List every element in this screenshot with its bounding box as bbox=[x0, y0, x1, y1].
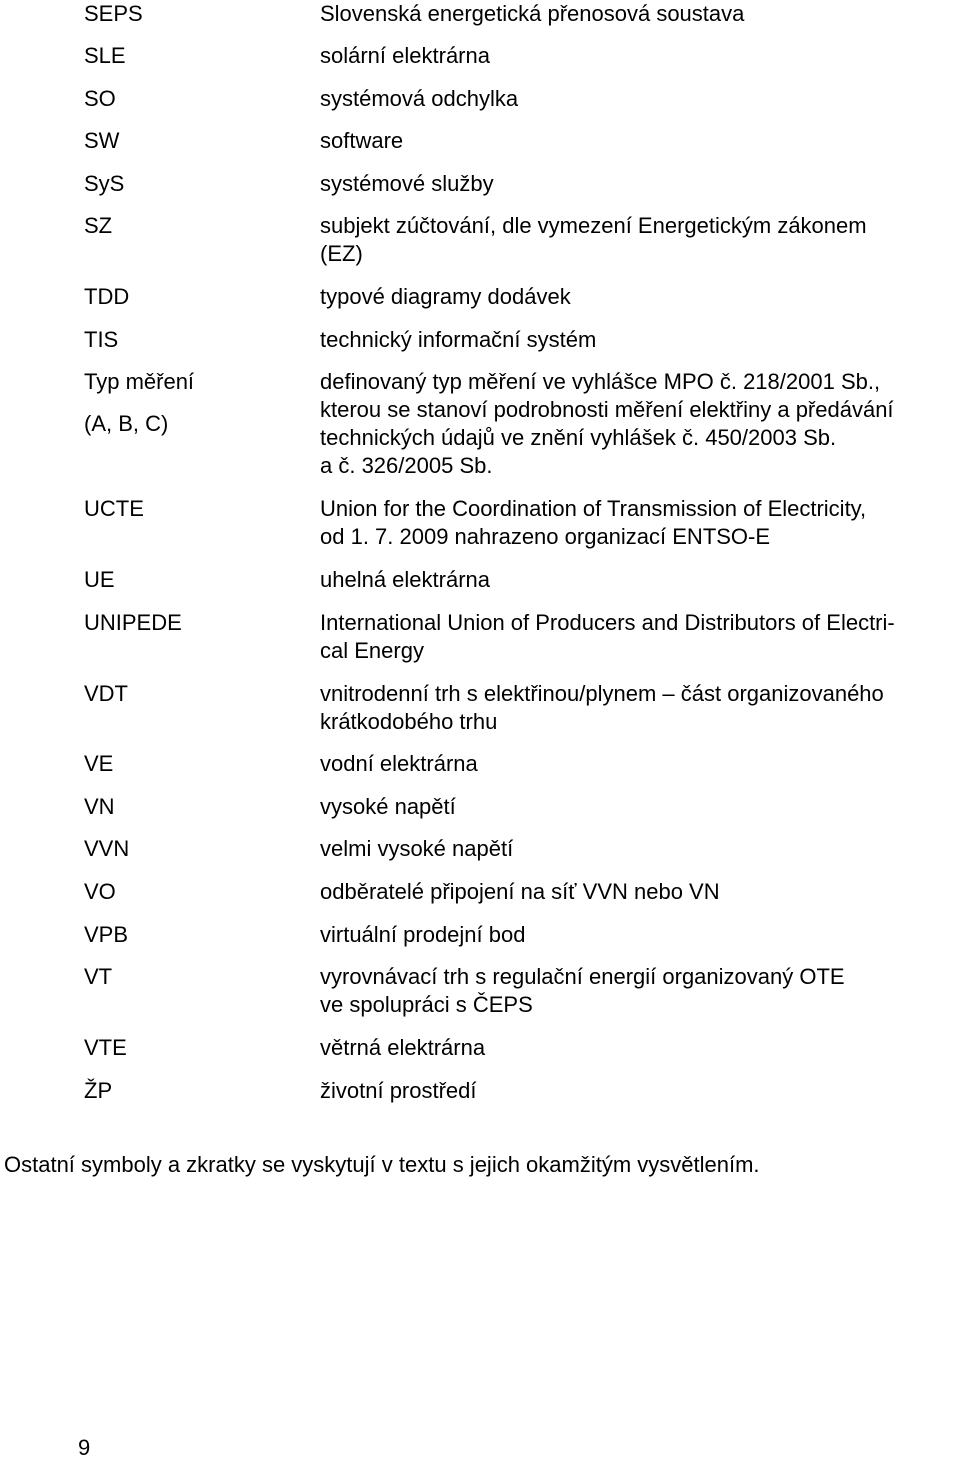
definition bbox=[320, 566, 950, 594]
definition bbox=[320, 495, 950, 551]
definition-line: technických údajů ve znění vyhlášek č. 450/2003 Sb. bbox=[320, 425, 837, 450]
definition bbox=[320, 680, 950, 736]
abbreviation-subtitle: (A, B, C) bbox=[84, 411, 169, 436]
definition-line: vysoké napětí bbox=[320, 794, 456, 819]
definition-line: technický informační systém bbox=[320, 327, 597, 352]
definition-line: od 1. 7. 2009 nahrazeno organizací ENTSO-E bbox=[320, 524, 771, 549]
definition-line: a č. 326/2005 Sb. bbox=[320, 453, 493, 478]
definition bbox=[320, 609, 950, 665]
abbreviation: TIS bbox=[84, 327, 119, 352]
definition-line: odběratelé připojení na síť VVN nebo VN bbox=[320, 879, 720, 904]
abbreviation: VT bbox=[84, 964, 113, 989]
definition-line: virtuální prodejní bod bbox=[320, 922, 526, 947]
definition bbox=[320, 878, 950, 906]
abbreviation: SEPS bbox=[84, 1, 143, 26]
definition bbox=[320, 170, 950, 198]
definition-line: International Union of Producers and Distributors of Electri- bbox=[320, 610, 895, 635]
definition-line: software bbox=[320, 128, 404, 153]
definition bbox=[320, 283, 950, 311]
definition bbox=[320, 921, 950, 949]
page-number: 9 bbox=[78, 1435, 91, 1460]
definition bbox=[320, 85, 950, 113]
abbreviation: SW bbox=[84, 128, 120, 153]
definition-line: solární elektrárna bbox=[320, 43, 490, 68]
abbreviation: ŽP bbox=[84, 1078, 113, 1103]
abbreviation: SO bbox=[84, 86, 116, 111]
abbreviation: SyS bbox=[84, 171, 125, 196]
definition bbox=[320, 963, 950, 1019]
abbreviation: VE bbox=[84, 751, 114, 776]
abbreviation: VN bbox=[84, 794, 115, 819]
definition-line: cal Energy bbox=[320, 638, 424, 663]
definition-line: systémové služby bbox=[320, 171, 494, 196]
abbreviation: UE bbox=[84, 567, 115, 592]
abbreviation: SZ bbox=[84, 213, 113, 238]
definition bbox=[320, 127, 950, 155]
definition-line: Union for the Coordination of Transmission of Electricity, bbox=[320, 496, 867, 521]
abbreviation: VTE bbox=[84, 1035, 127, 1060]
definition bbox=[320, 750, 950, 778]
abbreviation: Typ měření bbox=[84, 369, 195, 394]
definition-line: životní prostředí bbox=[320, 1078, 477, 1103]
definition-line: uhelná elektrárna bbox=[320, 567, 491, 592]
abbreviation: UNIPEDE bbox=[84, 610, 182, 635]
definition-line: velmi vysoké napětí bbox=[320, 836, 514, 861]
definition bbox=[320, 835, 950, 863]
footer-note: Ostatní symboly a zkratky se vyskytují v textu s jejich okamžitým vysvětlením. bbox=[4, 1152, 760, 1177]
definition-line: vodní elektrárna bbox=[320, 751, 478, 776]
definition bbox=[320, 212, 950, 268]
definition bbox=[320, 42, 950, 70]
abbreviation: UCTE bbox=[84, 496, 144, 521]
definition bbox=[320, 0, 950, 28]
definition-line: systémová odchylka bbox=[320, 86, 519, 111]
definition bbox=[320, 1034, 950, 1062]
abbreviation: SLE bbox=[84, 43, 126, 68]
definition-line: kterou se stanoví podrobnosti měření elektřiny a předávání bbox=[320, 397, 894, 422]
abbreviation: VDT bbox=[84, 681, 128, 706]
definition bbox=[320, 793, 950, 821]
definition-line: Slovenská energetická přenosová soustava bbox=[320, 1, 745, 26]
abbreviation: VO bbox=[84, 879, 116, 904]
definition-line: ve spolupráci s ČEPS bbox=[320, 992, 533, 1017]
abbreviation: VVN bbox=[84, 836, 130, 861]
definition-line: typové diagramy dodávek bbox=[320, 284, 571, 309]
definition-line: definovaný typ měření ve vyhlášce MPO č. 218/2001 Sb., bbox=[320, 369, 881, 394]
definition bbox=[320, 1077, 950, 1105]
definition-line: vnitrodenní trh s elektřinou/plynem – část organizovaného bbox=[320, 681, 884, 706]
definition-line: větrná elektrárna bbox=[320, 1035, 486, 1060]
definition-line: krátkodobého trhu bbox=[320, 709, 498, 734]
definition-line: vyrovnávací trh s regulační energií organizovaný OTE bbox=[320, 964, 845, 989]
definition-line: subjekt zúčtování, dle vymezení Energetickým zákonem bbox=[320, 213, 867, 238]
definition bbox=[320, 368, 950, 480]
abbreviation: VPB bbox=[84, 922, 129, 947]
abbreviation: TDD bbox=[84, 284, 130, 309]
definition bbox=[320, 326, 950, 354]
definition-line: (EZ) bbox=[320, 241, 363, 266]
